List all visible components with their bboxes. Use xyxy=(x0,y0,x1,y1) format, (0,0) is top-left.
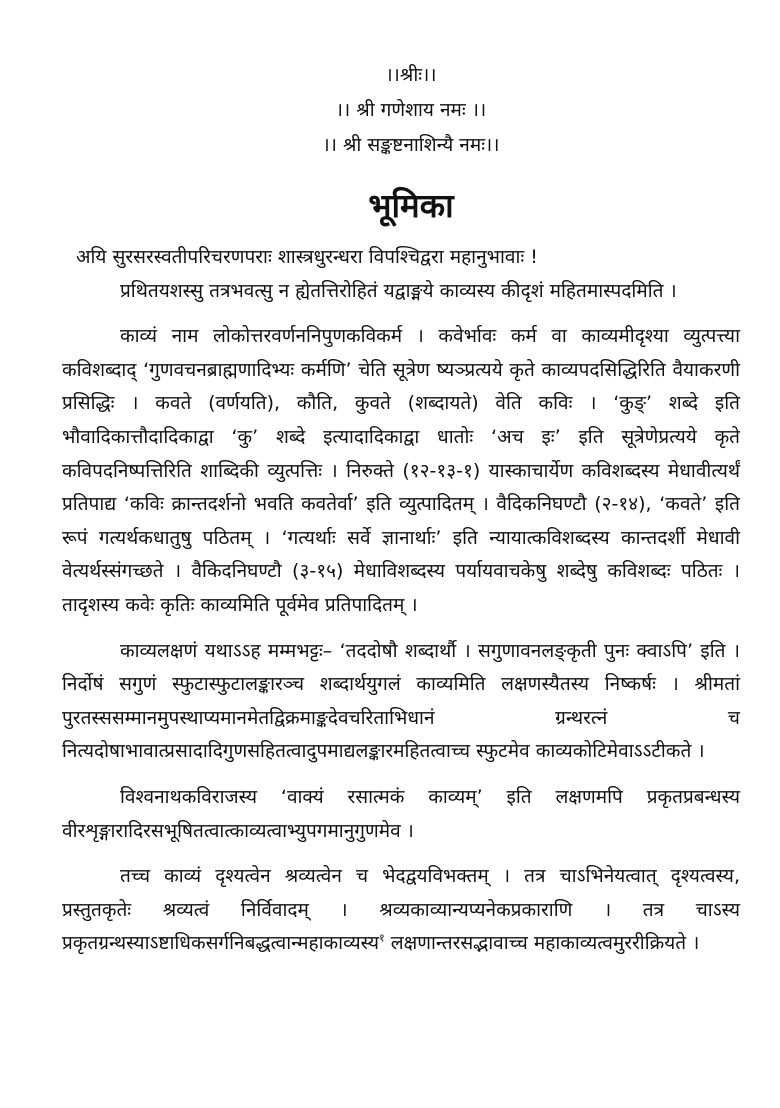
paragraph-5 xyxy=(62,860,740,961)
footnote-marker: १ xyxy=(379,931,385,945)
paragraph-5-part-b: लक्षणान्तरसद्भावाच्च महाकाव्यत्वमुररीक्रियते । xyxy=(384,932,700,955)
page-title: भूमिका xyxy=(368,186,454,225)
body-text xyxy=(62,241,740,961)
paragraph-2: काव्यं नाम लोकोत्तरवर्णननिपुणकविकर्म । कवेर्भावः कर्म वा काव्यमीदृश्या व्युत्पत्त्या कविशब्दाद् ‘गुणवचनब्राह्मणादिभ्यः कर्मणि’ चेति सूत्रेण ष्यञ्प्रत्यये कृते काव्यपदसिद्धिरिति वैयाकरणी प्रसिद्धिः । कवते (वर्णयति), कौति, कुवते (शब्दायते) वेति कविः । ‘कुङ्’ शब्दे इति भौवादिकात्तौदादिकाद्वा ‘कु’ शब्दे इत्यादादिकाद्वा धातोः ‘अच इः’ इति सूत्रेणेप्रत्यये कृते कविपदनिष्पत्तिरिति शाब्दिकी व्युत्पत्तिः । निरुक्ते (१२-१३-१) यास्काचार्येण कविशब्दस्य मेधावीत्यर्थं प्रतिपाद्य ‘कविः क्रान्तदर्शनो भवति कवतेर्वा’ इति व्युत्पादितम् । वैदिकनिघण्टौ (२-१४), ‘कवते’ इति रूपं गत्यर्थकधातुषु पठितम् । ‘गत्यर्थाः सर्वे ज्ञानार्थाः’ इति न्यायात्कविशब्दस्य कान्तदर्शी मेधावी वेत्यर्थस्संगच्छते । वैकिदनिघण्टौ (३-१५) मेधाविशब्दस्य पर्यायवाचकेषु शब्देषु कविशब्दः पठितः । तादृशस्य कवेः कृतिः काव्यमिति पूर्वमेव प्रतिपादितम् । xyxy=(62,325,740,616)
paragraph-4: विश्वनाथकविराजस्य ‘वाक्यं रसात्मकं काव्यम्’ इति लक्षणमपि प्रकृतप्रबन्धस्य वीरशृङ्गारादिरसभूषितत्वात्काव्यत्वाभ्युपगमानुगुणमेव । xyxy=(62,785,740,842)
paragraph-1: प्रथितयशस्सु तत्रभवत्सु न ह्येतत्तिरोहितं यद्वाङ्मये काव्यस्य कीदृशं महितमास्पदमिति । xyxy=(120,279,677,302)
invocation-sankashtanashini: ।। श्री सङ्कष्टनाशिन्यै नमः।। xyxy=(322,134,500,156)
invocation-ganesha: ।। श्री गणेशाय नमः ।। xyxy=(335,99,487,121)
paragraph-3: काव्यलक्षणं यथाऽऽह मम्मभट्टः– ‘तददोषौ शब्दार्थौ । सगुणावनलङ्कृती पुनः क्वाऽपि’ इति । निर्दोषं सगुणं स्फुटास्फुटालङ्कारञ्च शब्दार्थयुगलं काव्यमिति लक्षणस्यैतस्य निष्कर्षः । श्रीमतां पुरतस्ससम्मानमुपस्थाप्यमानमेतद्विक्रमाङ्कदेवचरिताभिधानं ग्रन्थरत्नं च नित्यदोषाभावात्प्रसादादिगुणसहितत्वादुपमाद्यलङ्कारमहितत्वाच्च स्फुटमेव काव्यकोटिमेवाऽऽटीकते । xyxy=(62,639,740,763)
paragraph-5-part-a: तच्च काव्यं दृश्यत्वेन श्रव्यत्वेन च भेदद्वयविभक्तम् । तत्र चाऽभिनेयत्वात् दृश्यत्वस्य, प्रस्तुतकृतेः श्रव्यत्वं निर्विवादम् । श्रव्यकाव्यान्यप्यनेकप्रकाराणि । तत्र चाऽस्य प्रकृतग्रन्थस्याऽष्टाधिकसर्गनिबद्धत्वान्महाकाव्यस्य xyxy=(62,865,740,955)
address-line: अयि सुरसरस्वतीपरिचरणपराः शास्त्रधुरन्धरा विपश्चिद्वरा महानुभावाः ! xyxy=(76,246,538,268)
invocation-shri: ।।श्रीः।। xyxy=(385,64,437,86)
